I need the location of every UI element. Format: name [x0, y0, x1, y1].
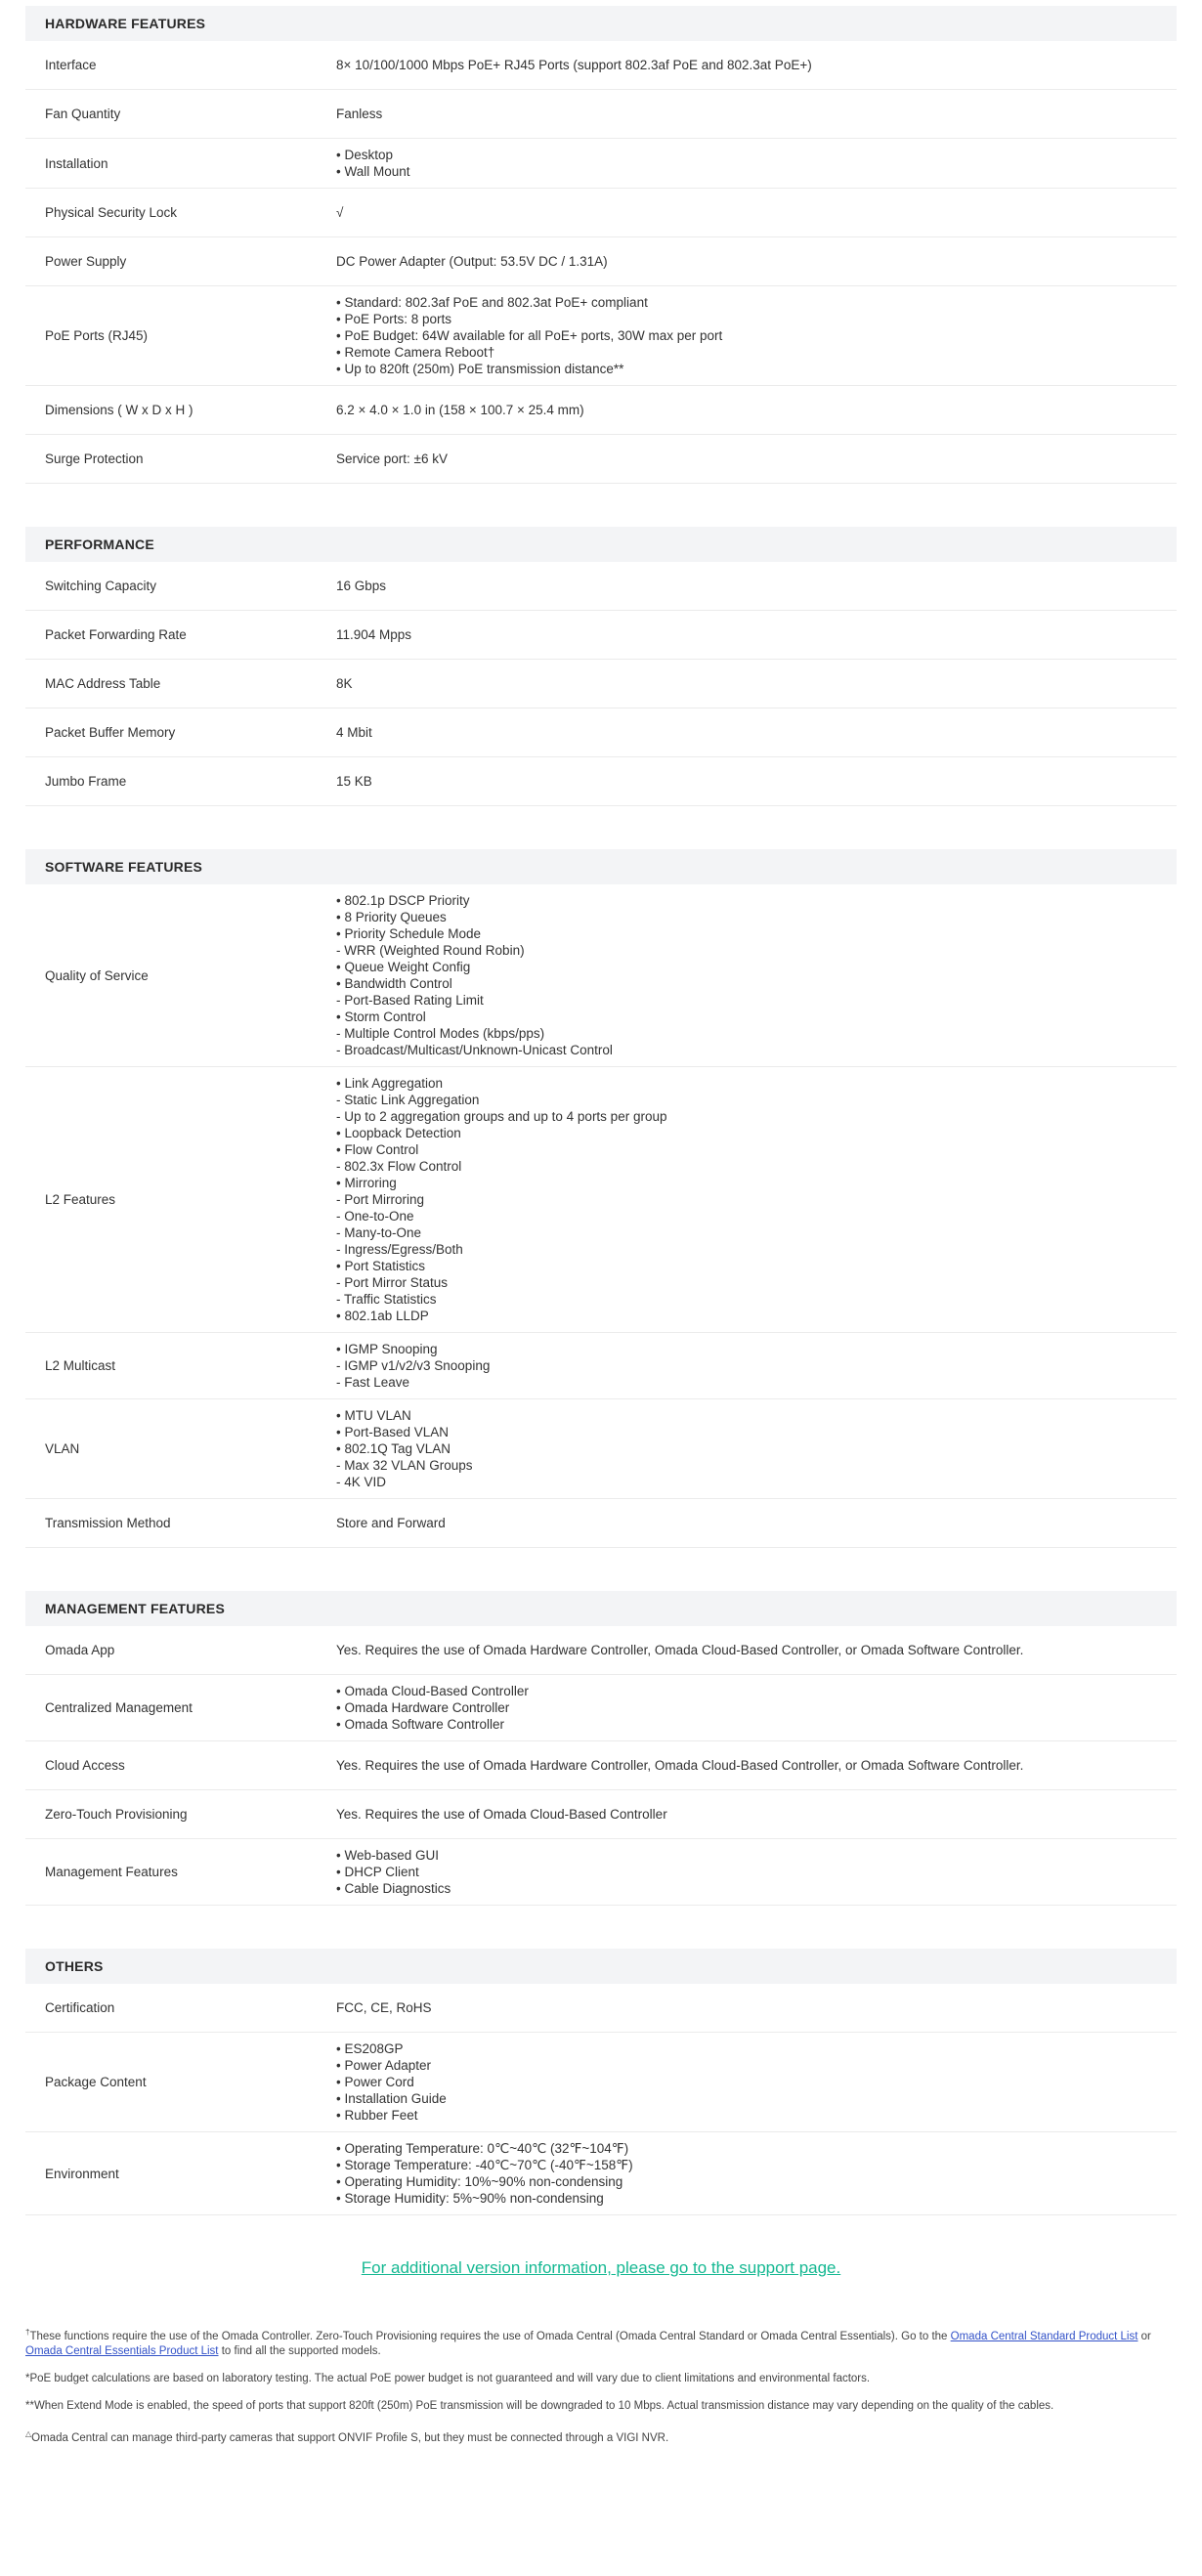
- spec-value-line: • 8 Priority Queues: [336, 910, 447, 924]
- spec-label: Zero-Touch Provisioning: [45, 1807, 188, 1822]
- spec-value-line: 15 KB: [336, 774, 372, 789]
- spec-value-line: • Operating Humidity: 10%~90% non-condensing: [336, 2174, 623, 2189]
- spec-value: [336, 1341, 1177, 1391]
- spec-value-line: Store and Forward: [336, 1516, 446, 1530]
- spec-value: [336, 2040, 1177, 2124]
- spec-value-line: • 802.1Q Tag VLAN: [336, 1441, 451, 1456]
- section-title: OTHERS: [25, 1949, 1177, 1984]
- spec-row: [25, 708, 1177, 757]
- spec-value: [336, 147, 1177, 180]
- spec-label: Management Features: [45, 1865, 178, 1879]
- spec-label: Dimensions ( W x D x H ): [45, 403, 193, 417]
- spec-label: Environment: [45, 2166, 119, 2181]
- footnote-or-text: or: [1138, 2330, 1151, 2342]
- spec-value-line: • ES208GP: [336, 2041, 404, 2056]
- spec-value-line: • Power Cord: [336, 2075, 414, 2089]
- spec-value-line: 8K: [336, 676, 353, 691]
- spec-section: [25, 849, 1177, 1548]
- spec-value: [336, 578, 1177, 594]
- spec-value-line: • Desktop: [336, 148, 394, 162]
- spec-value-line: Service port: ±6 kV: [336, 451, 448, 466]
- section-title: PERFORMANCE: [25, 527, 1177, 562]
- spec-row: [25, 189, 1177, 237]
- spec-value: [336, 773, 1177, 790]
- spec-label: Cloud Access: [45, 1758, 125, 1773]
- spec-value-line: - Up to 2 aggregation groups and up to 4 ports per group: [336, 1109, 667, 1124]
- spec-value-line: • PoE Ports: 8 ports: [336, 312, 452, 326]
- spec-label: Fan Quantity: [45, 107, 121, 121]
- spec-value: [336, 204, 1177, 221]
- spec-row: [25, 1333, 1177, 1399]
- footnote-extend-mode: **When Extend Mode is enabled, the speed of ports that support 820ft (250m) PoE transmission will be downgraded to 10 Mbps. Actual transmission distance may vary depending on the quality of the cables.: [25, 2399, 1054, 2412]
- spec-row: [25, 1399, 1177, 1499]
- spec-value: [336, 675, 1177, 692]
- spec-value-line: Fanless: [336, 107, 383, 121]
- spec-value-line: 4 Mbit: [336, 725, 372, 740]
- spec-row: [25, 757, 1177, 806]
- spec-value-line: - IGMP v1/v2/v3 Snooping: [336, 1358, 491, 1373]
- spec-row: [25, 884, 1177, 1067]
- spec-sections: [25, 6, 1177, 2215]
- spec-label: L2 Features: [45, 1192, 116, 1207]
- spec-value-line: 11.904 Mpps: [336, 627, 412, 642]
- spec-value-line: 6.2 × 4.0 × 1.0 in (158 × 100.7 × 25.4 mm): [336, 403, 584, 417]
- spec-value-line: - Static Link Aggregation: [336, 1093, 480, 1107]
- footnote-controller-text: These functions require the use of the Omada Controller. Zero-Touch Provisioning requires the use of Omada Central (Omada Central Standard or Omada Central Essentials). Go to the: [29, 2330, 951, 2342]
- spec-value: [336, 402, 1177, 418]
- footnote-controller: [25, 2325, 1177, 2359]
- spec-value-line: • Port-Based VLAN: [336, 1425, 450, 1439]
- spec-label: MAC Address Table: [45, 676, 161, 691]
- spec-label: Packet Forwarding Rate: [45, 627, 187, 642]
- spec-label: Centralized Management: [45, 1700, 193, 1715]
- spec-value-line: 16 Gbps: [336, 579, 387, 593]
- spec-value-line: • Link Aggregation: [336, 1076, 444, 1091]
- spec-value-line: • PoE Budget: 64W available for all PoE+ ports, 30W max per port: [336, 328, 723, 343]
- spec-row: [25, 286, 1177, 386]
- spec-label: Transmission Method: [45, 1516, 171, 1530]
- spec-value-line: • Port Statistics: [336, 1259, 425, 1273]
- spec-row: [25, 1675, 1177, 1741]
- spec-value: [336, 253, 1177, 270]
- spec-value-line: • Wall Mount: [336, 164, 410, 179]
- spec-value-line: • 802.1p DSCP Priority: [336, 893, 470, 908]
- spec-row: [25, 1790, 1177, 1839]
- spec-row: [25, 90, 1177, 139]
- spec-row: [25, 1984, 1177, 2033]
- spec-value: [336, 1683, 1177, 1733]
- spec-label: L2 Multicast: [45, 1358, 116, 1373]
- spec-value-line: • Loopback Detection: [336, 1126, 461, 1140]
- spec-value-line: • Queue Weight Config: [336, 960, 471, 974]
- spec-value-line: - 802.3x Flow Control: [336, 1159, 462, 1174]
- spec-label: Package Content: [45, 2075, 147, 2089]
- spec-label: PoE Ports (RJ45): [45, 328, 149, 343]
- spec-value-line: - Port Mirror Status: [336, 1275, 449, 1290]
- spec-row: [25, 2033, 1177, 2132]
- spec-value: [336, 294, 1177, 377]
- footnotes: [25, 2325, 1177, 2446]
- spec-value-line: Yes. Requires the use of Omada Hardware Controller, Omada Cloud-Based Controller, or Omada Software Controller.: [336, 1758, 1024, 1773]
- footnote-poe-budget: *PoE budget calculations are based on laboratory testing. The actual PoE power budget is not guaranteed and will vary due to client limitations and environmental factors.: [25, 2372, 871, 2384]
- spec-section: [25, 6, 1177, 484]
- spec-value-line: • Flow Control: [336, 1142, 419, 1157]
- spec-row: [25, 386, 1177, 435]
- spec-value-line: - WRR (Weighted Round Robin): [336, 943, 525, 958]
- spec-value: [336, 106, 1177, 122]
- spec-row: [25, 41, 1177, 90]
- spec-value-line: • Omada Cloud-Based Controller: [336, 1684, 529, 1698]
- spec-value-line: - Traffic Statistics: [336, 1292, 437, 1307]
- spec-value: [336, 1757, 1177, 1774]
- spec-value-line: • Up to 820ft (250m) PoE transmission distance**: [336, 362, 624, 376]
- spec-value-line: 8× 10/100/1000 Mbps PoE+ RJ45 Ports (support 802.3af PoE and 802.3at PoE+): [336, 58, 812, 72]
- footnote-onvif-text: Omada Central can manage third-party cameras that support ONVIF Profile S, but they must be connected through a VIGI NVR.: [31, 2431, 669, 2444]
- footnote-end-text: to find all the supported models.: [218, 2344, 381, 2357]
- spec-value-line: Yes. Requires the use of Omada Hardware Controller, Omada Cloud-Based Controller, or Omada Software Controller.: [336, 1643, 1024, 1657]
- spec-value-line: - Fast Leave: [336, 1375, 410, 1390]
- spec-label: VLAN: [45, 1441, 80, 1456]
- support-link-container: [25, 2258, 1177, 2278]
- section-title: SOFTWARE FEATURES: [25, 849, 1177, 884]
- spec-value: [336, 1999, 1177, 2016]
- spec-row: [25, 1626, 1177, 1675]
- spec-value-line: • 802.1ab LLDP: [336, 1309, 429, 1323]
- spec-value: [336, 451, 1177, 467]
- spec-value-line: • Operating Temperature: 0℃~40℃ (32℉~104℉): [336, 2141, 629, 2156]
- spec-value: [336, 626, 1177, 643]
- support-page-link[interactable]: For additional version information, please go to the support page.: [361, 2258, 841, 2277]
- spec-row: [25, 237, 1177, 286]
- spec-value-line: • Power Adapter: [336, 2058, 432, 2073]
- spec-label: Installation: [45, 155, 108, 171]
- spec-value-line: - Port-Based Rating Limit: [336, 993, 484, 1008]
- spec-value-line: - Port Mirroring: [336, 1192, 425, 1207]
- spec-value: [336, 57, 1177, 73]
- spec-value-line: - Many-to-One: [336, 1225, 422, 1240]
- spec-value: [336, 1515, 1177, 1531]
- spec-value-line: • Cable Diagnostics: [336, 1881, 451, 1896]
- spec-section: [25, 527, 1177, 806]
- spec-value-line: • Priority Schedule Mode: [336, 926, 482, 941]
- spec-label: Power Supply: [45, 254, 127, 269]
- spec-label: Certification: [45, 2000, 115, 2015]
- spec-label: Interface: [45, 58, 97, 72]
- spec-value-line: - One-to-One: [336, 1209, 414, 1224]
- spec-row: [25, 660, 1177, 708]
- spec-value-line: • DHCP Client: [336, 1865, 419, 1879]
- spec-row: [25, 2132, 1177, 2215]
- spec-section: [25, 1591, 1177, 1906]
- spec-value-line: • Storm Control: [336, 1009, 426, 1024]
- spec-value-line: • Storage Temperature: -40℃~70℃ (-40℉~158℉): [336, 2158, 633, 2172]
- spec-label: Jumbo Frame: [45, 774, 127, 789]
- spec-row: [25, 1499, 1177, 1548]
- spec-row: [25, 611, 1177, 660]
- spec-value-line: - Broadcast/Multicast/Unknown-Unicast Control: [336, 1043, 613, 1057]
- spec-row: [25, 562, 1177, 611]
- spec-row: [25, 1839, 1177, 1906]
- spec-value-line: - 4K VID: [336, 1475, 387, 1489]
- spec-value-line: DC Power Adapter (Output: 53.5V DC / 1.31A): [336, 254, 608, 269]
- spec-row: [25, 139, 1177, 189]
- spec-row: [25, 435, 1177, 484]
- section-title: HARDWARE FEATURES: [25, 6, 1177, 41]
- spec-value: [336, 1806, 1177, 1823]
- omada-central-standard-link[interactable]: Omada Central Standard Product List: [950, 2330, 1138, 2342]
- spec-row: [25, 1067, 1177, 1333]
- spec-value-line: • Web-based GUI: [336, 1848, 440, 1863]
- dagger-mark: †: [25, 2328, 30, 2337]
- spec-value-line: Yes. Requires the use of Omada Cloud-Based Controller: [336, 1807, 667, 1822]
- spec-value-line: • Installation Guide: [336, 2091, 447, 2106]
- spec-label: Omada App: [45, 1643, 115, 1657]
- spec-value-line: - Ingress/Egress/Both: [336, 1242, 463, 1257]
- spec-value-line: √: [336, 205, 344, 220]
- footnote-onvif: [25, 2426, 1177, 2446]
- spec-value: [336, 1075, 1177, 1324]
- omada-central-essentials-link[interactable]: Omada Central Essentials Product List: [25, 2344, 219, 2357]
- spec-value: [336, 2140, 1177, 2207]
- spec-value: [336, 1642, 1177, 1658]
- spec-value: [336, 1407, 1177, 1490]
- spec-label: Quality of Service: [45, 967, 149, 983]
- spec-value-line: • MTU VLAN: [336, 1408, 411, 1423]
- triangle-mark: △: [25, 2428, 32, 2438]
- spec-value-line: - Multiple Control Modes (kbps/pps): [336, 1026, 545, 1041]
- spec-value-line: • Remote Camera Reboot†: [336, 345, 495, 360]
- spec-label: Switching Capacity: [45, 579, 157, 593]
- spec-label: Packet Buffer Memory: [45, 725, 176, 740]
- spec-value-line: • Omada Hardware Controller: [336, 1700, 510, 1715]
- spec-section: [25, 1949, 1177, 2215]
- spec-label: Surge Protection: [45, 451, 144, 466]
- spec-value-line: - Max 32 VLAN Groups: [336, 1458, 473, 1473]
- spec-value-line: • Mirroring: [336, 1176, 397, 1190]
- spec-value: [336, 724, 1177, 741]
- spec-value-line: • IGMP Snooping: [336, 1342, 438, 1356]
- spec-value-line: • Omada Software Controller: [336, 1717, 505, 1732]
- spec-value-line: FCC, CE, RoHS: [336, 2000, 432, 2015]
- spec-label: Physical Security Lock: [45, 205, 178, 220]
- spec-value: [336, 892, 1177, 1058]
- spec-row: [25, 1741, 1177, 1790]
- spec-value-line: • Bandwidth Control: [336, 976, 452, 991]
- spec-value-line: • Rubber Feet: [336, 2108, 418, 2123]
- spec-value: [336, 1847, 1177, 1897]
- section-title: MANAGEMENT FEATURES: [25, 1591, 1177, 1626]
- spec-value-line: • Storage Humidity: 5%~90% non-condensing: [336, 2191, 604, 2206]
- spec-value-line: • Standard: 802.3af PoE and 802.3at PoE+ compliant: [336, 295, 648, 310]
